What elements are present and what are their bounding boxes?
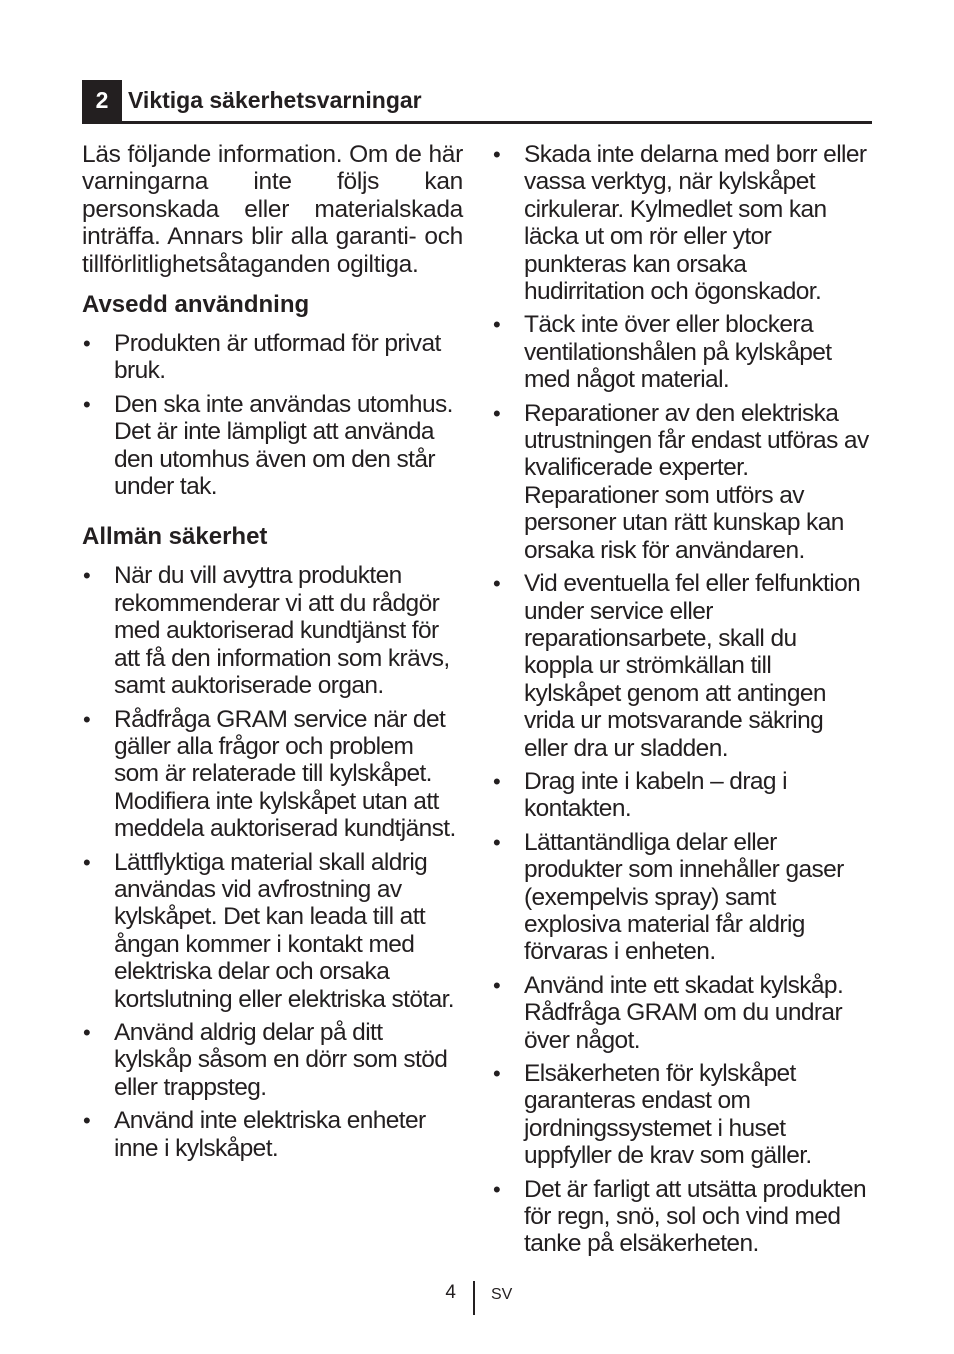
bullet-icon: • [493, 829, 501, 855]
language-code: SV [491, 1286, 513, 1303]
bullet-icon: • [493, 142, 501, 167]
intro-paragraph: Läs följande information. Om de här varningarna inte följs kan personskada eller materialskada inträffa. Annars blir alla garanti- och tillförlitlighetsåtaganden ogiltiga. [82, 141, 463, 278]
list-item: • Reparationer av den elektriska utrustningen får endast utföras av kvalificerade experter. Reparationer som utförs av personer utan rätt kunskap kan orsaka risk för användaren. [493, 399, 869, 564]
list-item: • Använd inte ett skadat kylskåp. Rådfråga GRAM om du undrar över något. [493, 971, 844, 1054]
list-item: • Vid eventuella fel eller felfunktion under service eller reparationsarbete, skall du koppla ur strömkällan till kylskåpet genom att antingen vrida ur motsvarande säkring eller dra ur sladden. [493, 570, 861, 762]
list-item: • Den ska inte användas utomhus. Det är inte lämpligt att använda den utomhus även om den står under tak. [83, 390, 453, 501]
list-item: • Täck inte över eller blockera ventilationshålen på kylskåpet med något material. [493, 311, 832, 394]
bullet-icon: • [83, 563, 91, 589]
section-number: 2 [82, 80, 122, 121]
safety-list-continued [492, 141, 870, 1258]
bullet-icon: • [83, 1019, 91, 1045]
section-header [82, 80, 872, 124]
list-item: • Använd aldrig delar på ditt kylskåp såsom en dörr som stöd eller trappsteg. [83, 1018, 448, 1101]
list-item: • Drag inte i kabeln – drag i kontakten. [493, 767, 787, 823]
list-item: • Använd inte elektriska enheter inne i kylskåpet. [83, 1107, 426, 1162]
bullet-icon: • [493, 312, 501, 338]
footer-divider [473, 1281, 475, 1315]
list-item: • Elsäkerheten för kylskåpet garanteras endast om jordningssystemet i huset uppfyller de krav som gäller. [493, 1060, 812, 1170]
bullet-icon: • [83, 391, 91, 417]
list-item: • Lättantändliga delar eller produkter som innehåller gaser (exempelvis spray) samt explosiva material får aldrig förvaras i enheten. [493, 828, 844, 966]
section-title: Viktiga säkerhetsvarningar [128, 87, 422, 113]
bullet-icon: • [493, 1176, 501, 1202]
bullet-icon: • [493, 571, 501, 597]
left-column [82, 141, 463, 1184]
bullet-icon: • [493, 400, 501, 426]
intended-use-list [82, 330, 463, 500]
bullet-icon: • [493, 972, 501, 998]
list-item: • När du vill avyttra produkten rekommenderar vi att du rådgör med auktoriserad kundtjänst för att få den information som krävs, samt auktoriserade organ. [83, 562, 450, 700]
bullet-icon: • [83, 706, 91, 732]
heading-general-safety: Allmän säkerhet [82, 523, 268, 551]
right-column [492, 141, 870, 1280]
bullet-icon: • [83, 849, 91, 875]
list-item: • Rådfråga GRAM service när det gäller alla frågor och problem som är relaterade till kylskåpet. Modifiera inte kylskåpet utan att meddela auktoriserad kundtjänst. [83, 705, 456, 843]
heading-intended-use: Avsedd användning [82, 291, 310, 319]
bullet-icon: • [83, 331, 91, 357]
bullet-icon: • [493, 768, 501, 794]
list-item: • Produkten är utformad för privat bruk. [83, 330, 441, 385]
list-item: • Lättflyktiga material skall aldrig användas vid avfrostning av kylskåpet. Det kan leada till att ångan kommer i kontakt med elektriska delar och orsaka kortslutning eller elektriska stötar. [83, 848, 455, 1013]
bullet-icon: • [83, 1108, 91, 1134]
general-safety-list [82, 562, 463, 1162]
list-item: • Skada inte delarna med borr eller vassa verktyg, när kylskåpet cirkulerar. Kylmedlet som kan läcka ut om rör eller ytor punkteras kan orsaka hudirritation och ögonskador. [493, 141, 867, 306]
page-number: 4 [445, 1282, 456, 1303]
list-item: • Det är farligt att utsätta produkten för regn, snö, sol och vind med tanke på elsäkerheten. [493, 1175, 867, 1258]
bullet-icon: • [493, 1061, 501, 1086]
